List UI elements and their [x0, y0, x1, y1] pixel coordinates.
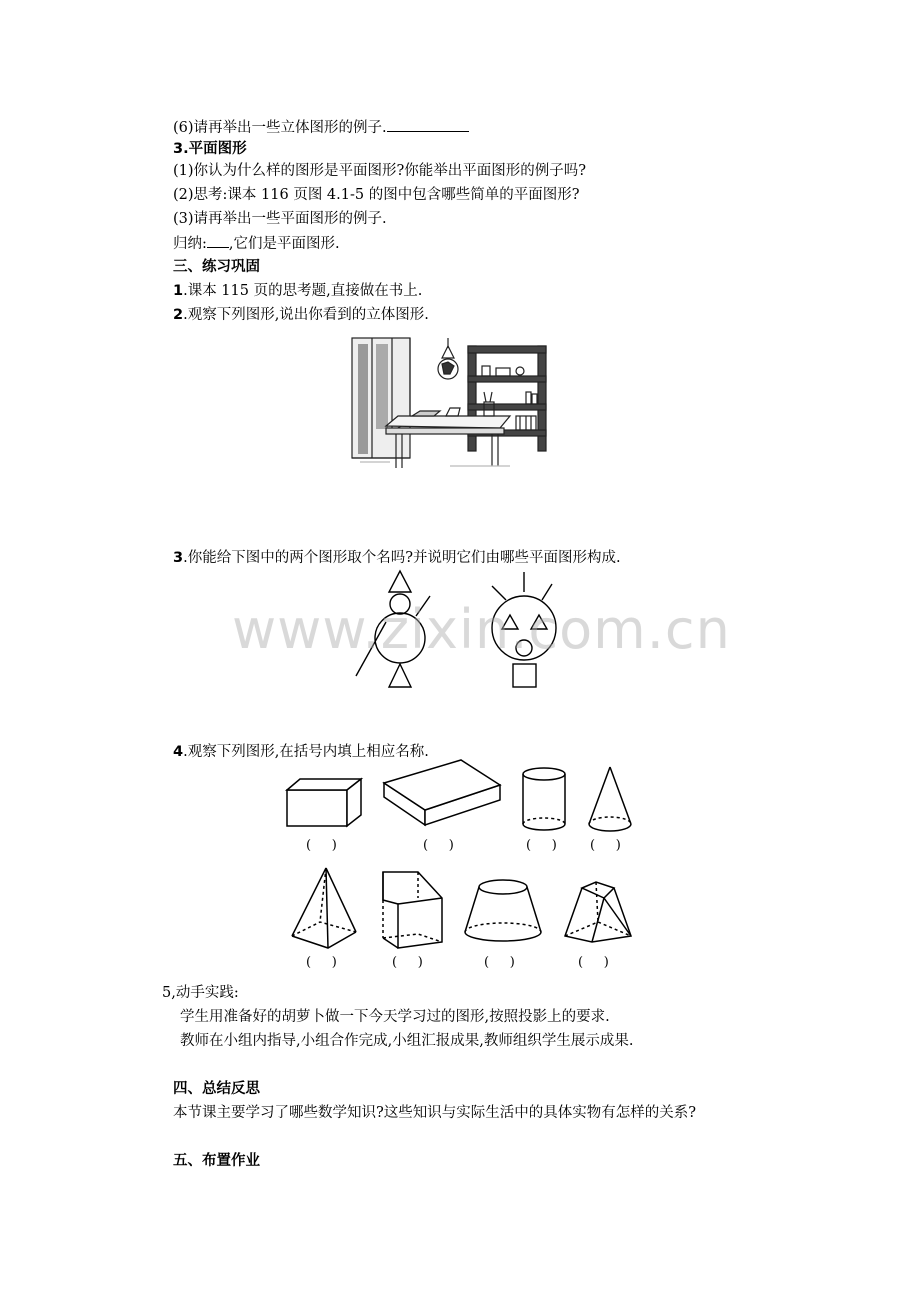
- exercise-2-text: .观察下列图形,说出你看到的立体图形.: [183, 307, 429, 323]
- watermark: www.zixin.com.cn: [232, 598, 731, 661]
- section-3-title: 三、练习巩固: [173, 259, 260, 275]
- summary-rest: ,它们是平面图形.: [228, 236, 340, 252]
- exercise-3-text: .你能给下图中的两个图形取个名吗?并说明它们由哪些平面图形构成.: [183, 550, 621, 566]
- exercise-2-number: 2: [173, 307, 184, 323]
- room-illustration: [350, 336, 560, 471]
- heading-text: .平面图形: [183, 141, 247, 157]
- exercise-4: [173, 742, 429, 762]
- exercise-5-line-a: 学生用准备好的胡萝卜做一下今天学习过的图形,按照投影上的要求.: [180, 1009, 610, 1025]
- section-4-title: 四、总结反思: [173, 1081, 260, 1097]
- plane-q3: (3)请再举出一些平面图形的例子.: [173, 211, 387, 227]
- exercise-1-text: .课本 115 页的思考题,直接做在书上.: [183, 283, 423, 299]
- heading-number: 3: [173, 141, 184, 157]
- question-6-text: (6)请再举出一些立体图形的例子.: [173, 120, 387, 136]
- blank-cube[interactable]: ( ): [306, 838, 337, 853]
- solid-square-frustum: [562, 880, 634, 946]
- exercise-3-number: 3: [173, 550, 184, 566]
- section-4-text: 本节课主要学习了哪些数学知识?这些知识与实际生活中的具体实物有怎样的关系?: [173, 1105, 697, 1121]
- answer-blank[interactable]: [387, 117, 469, 132]
- summary-line: [173, 233, 340, 254]
- heading-plane-figures: [173, 139, 247, 159]
- solid-prism: [378, 870, 448, 950]
- exercise-4-text: .观察下列图形,在括号内填上相应名称.: [183, 744, 429, 760]
- summary-blank[interactable]: [207, 233, 229, 248]
- section-5-title: 五、布置作业: [173, 1153, 260, 1169]
- blank-frustum[interactable]: ( ): [484, 955, 515, 970]
- blank-square-frustum[interactable]: ( ): [578, 955, 609, 970]
- summary-label: 归纳:: [173, 236, 207, 252]
- blank-cylinder[interactable]: ( ): [526, 838, 557, 853]
- blank-prism[interactable]: ( ): [392, 955, 423, 970]
- solid-cone: [586, 766, 636, 836]
- blank-cone[interactable]: ( ): [590, 838, 621, 853]
- solid-cube: [286, 778, 366, 828]
- solid-frustum: [462, 876, 544, 946]
- plane-q1: (1)你认为什么样的图形是平面图形?你能举出平面图形的例子吗?: [173, 163, 587, 179]
- blank-cuboid[interactable]: ( ): [423, 838, 454, 853]
- blank-pyramid[interactable]: ( ): [306, 955, 337, 970]
- exercise-3: [173, 548, 621, 568]
- question-6: [173, 117, 469, 138]
- exercise-2: [173, 305, 429, 325]
- solid-cylinder: [520, 766, 570, 836]
- solid-pyramid: [288, 866, 360, 950]
- plane-q2: (2)思考:课本 116 页图 4.1-5 的图中包含哪些简单的平面图形?: [173, 187, 580, 203]
- exercise-4-number: 4: [173, 744, 184, 760]
- exercise-1-number: 1: [173, 283, 184, 299]
- exercise-1: [173, 281, 422, 301]
- solid-cuboid: [383, 780, 503, 830]
- exercise-5: 5,动手实践:: [162, 985, 239, 1001]
- exercise-5-line-b: 教师在小组内指导,小组合作完成,小组汇报成果,教师组织学生展示成果.: [180, 1033, 634, 1049]
